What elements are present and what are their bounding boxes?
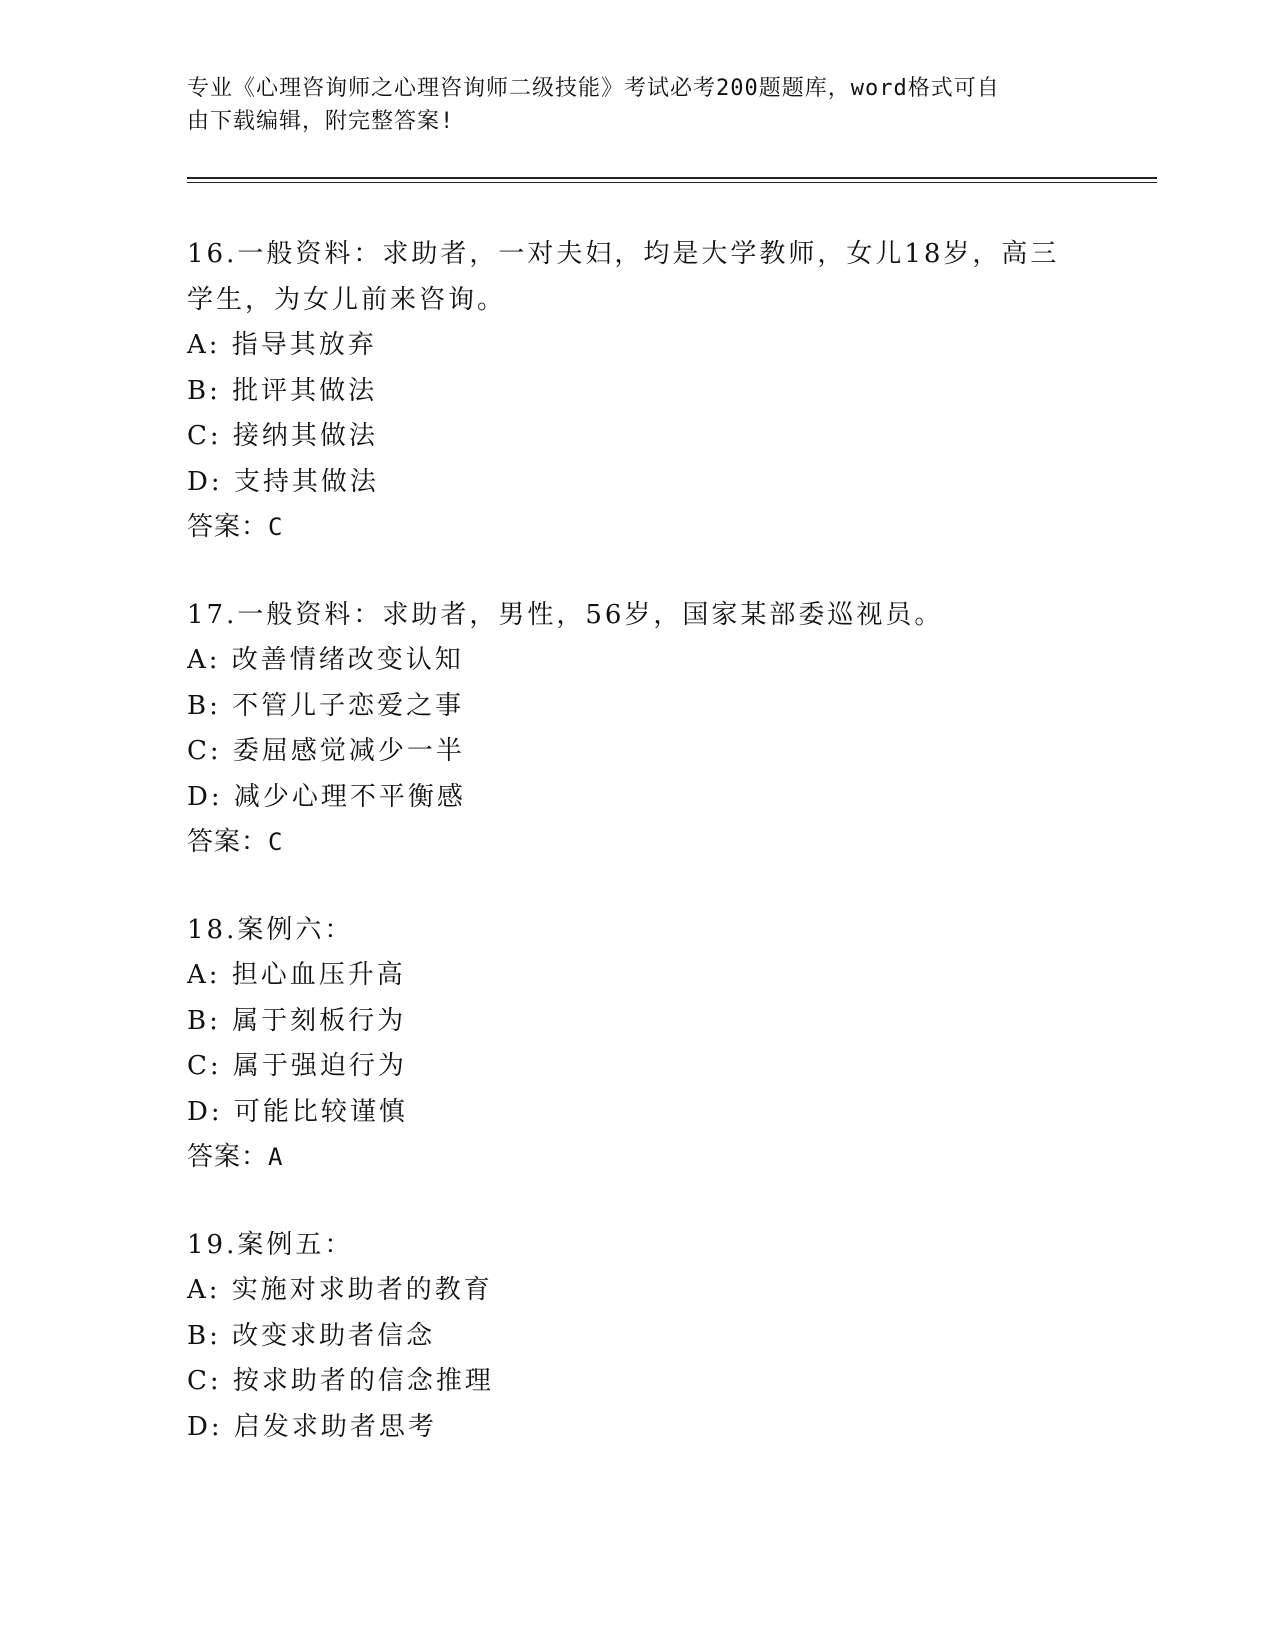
answer-label: 答案： (187, 512, 269, 542)
option-d: D: 启发求助者思考 (187, 1411, 437, 1442)
question-17 (187, 593, 1107, 866)
option-a: A: 实施对求助者的教育 (187, 1275, 493, 1305)
answer-line (187, 1135, 1107, 1181)
answer-value: A (268, 1143, 284, 1171)
option-c: C: 委屈感觉减少一半 (187, 736, 465, 766)
answer-label: 答案： (187, 827, 269, 857)
header-line-1: 专业《心理咨询师之心理咨询师二级技能》考试必考200题题库，word格式可自 (187, 76, 1000, 101)
option-a: A: 担心血压升高 (187, 960, 406, 990)
header-divider (187, 177, 1157, 183)
question-18 (187, 908, 1107, 1181)
answer-line (187, 820, 1107, 866)
question-stem: 16.一般资料：求助者，一对夫妇，均是大学教师，女儿18岁，高三 (187, 239, 1060, 269)
document-header (187, 72, 1067, 138)
answer-line (187, 505, 1107, 551)
question-19 (187, 1223, 1107, 1451)
option-b: B: 改变求助者信念 (187, 1320, 436, 1351)
answer-label: 答案： (187, 1142, 269, 1172)
option-c: C: 按求助者的信念推理 (187, 1366, 494, 1396)
question-stem-continued: 学生，为女儿前来咨询。 (187, 284, 507, 315)
option-b: B: 属于刻板行为 (187, 1005, 407, 1036)
question-list (187, 232, 1107, 1492)
option-a: A: 指导其放弃 (187, 330, 377, 360)
option-a: A: 改善情绪改变认知 (187, 645, 464, 675)
answer-value: C (268, 828, 284, 856)
option-d: D: 可能比较谨慎 (187, 1096, 408, 1127)
question-16 (187, 232, 1107, 551)
option-d: D: 支持其做法 (187, 466, 379, 497)
option-c: C: 属于强迫行为 (187, 1051, 407, 1081)
question-stem: 17.一般资料：求助者，男性，56岁，国家某部委巡视员。 (187, 599, 944, 630)
header-line-2: 由下载编辑，附完整答案! (187, 109, 455, 134)
question-stem: 18.案例六： (187, 914, 354, 945)
option-b: B: 不管儿子恋爱之事 (187, 690, 465, 721)
answer-value: C (268, 513, 284, 541)
option-b: B: 批评其做法 (187, 375, 378, 406)
question-stem: 19.案例五： (187, 1229, 354, 1260)
option-c: C: 接纳其做法 (187, 421, 378, 451)
option-d: D: 减少心理不平衡感 (187, 781, 466, 812)
